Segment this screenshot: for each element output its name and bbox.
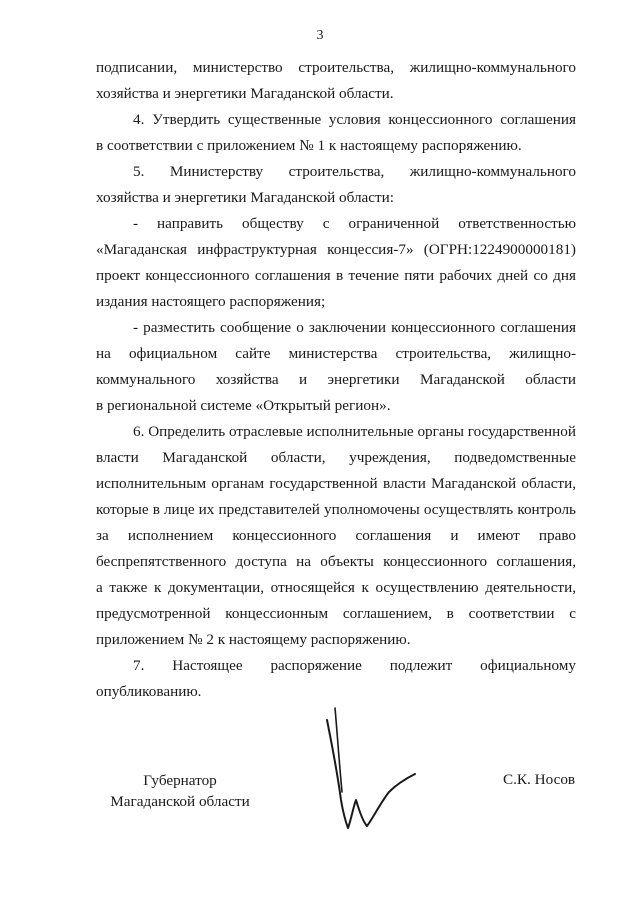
text-line: предусмотренной концессионным соглашением, в соответствии с [96,605,576,622]
text-line: в региональной системе «Открытый регион». [96,397,391,414]
text-line: исполнительным органам государственной власти Магаданской области, [96,475,576,492]
text-line: власти Магаданской области, учреждения, подведомственные [96,449,576,466]
text-line: приложением № 2 к настоящему распоряжению. [96,631,411,648]
text-line: опубликованию. [96,683,202,700]
text-line: - направить обществу с ограниченной ответственностью [133,215,576,232]
handwritten-signature [315,700,425,835]
text-line: подписании, министерство строительства, жилищно-коммунального [96,59,576,76]
signatory-title-line-1: Губернатор [143,772,217,789]
text-line: 5. Министерству строительства, жилищно-коммунального [133,163,576,180]
text-line: проект концессионного соглашения в течение пяти рабочих дней со дня [96,267,576,284]
text-line: издания настоящего распоряжения; [96,293,326,310]
text-line: 4. Утвердить существенные условия концессионного соглашения [133,111,576,128]
text-line: а также к документации, относящейся к осуществлению деятельности, [96,579,576,596]
text-line: хозяйства и энергетики Магаданской области: [96,189,395,206]
signatory-title-line-2: Магаданской области [110,793,250,810]
text-line: 7. Настоящее распоряжение подлежит официальному [133,657,576,674]
text-line: 6. Определить отраслевые исполнительные органы государственной [133,423,576,440]
text-line: коммунального хозяйства и энергетики Магаданской области [96,371,576,388]
text-line: беспрепятственного доступа на объекты концессионного соглашения, [96,553,576,570]
text-line: хозяйства и энергетики Магаданской области. [96,85,394,102]
text-line: которые в лице их представителей уполномочены осуществлять контроль [96,501,576,518]
signatory-title [100,770,260,812]
text-line: на официальном сайте министерства строительства, жилищно- [96,345,576,362]
signatory-name: С.К. Носов [503,771,576,788]
text-line: «Магаданская инфраструктурная концессия-7» (ОГРН:1224900000181) [96,241,576,258]
text-line: в соответствии с приложением № 1 к настоящему распоряжению. [96,137,522,154]
page-number: 3 [316,28,324,43]
text-line: за исполнением концессионного соглашения и имеют право [96,527,576,544]
text-line: - разместить сообщение о заключении концессионного соглашения [133,319,576,336]
body-text [96,55,576,705]
